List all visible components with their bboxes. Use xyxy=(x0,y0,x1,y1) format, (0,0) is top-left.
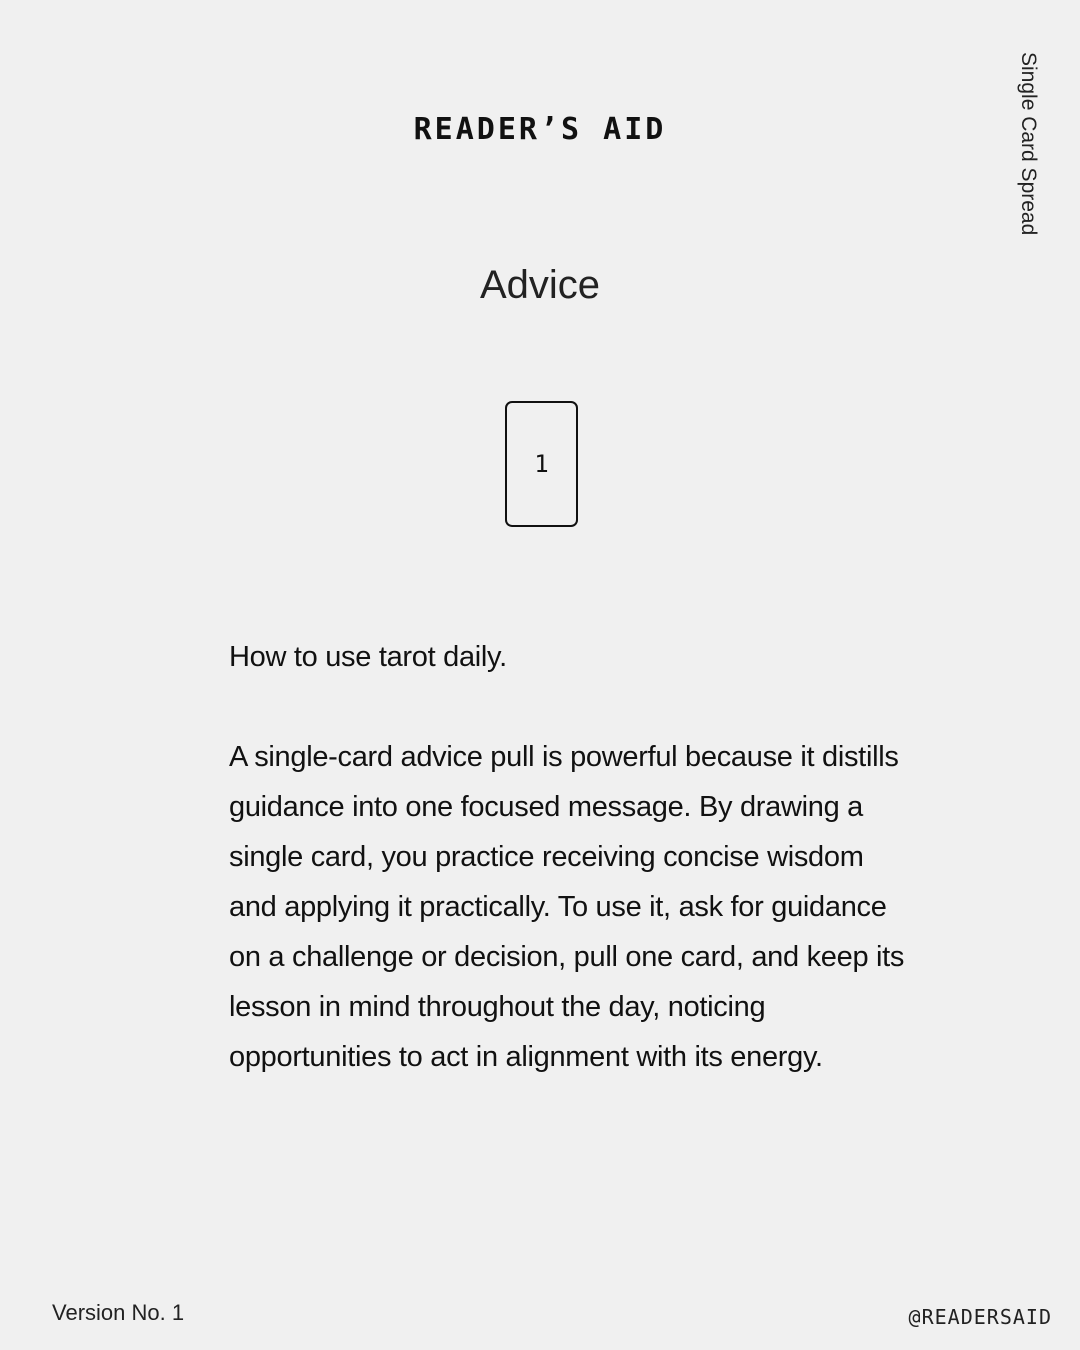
social-handle: @READERSAID xyxy=(908,1305,1052,1329)
brand-title: READER’S AID xyxy=(413,112,667,147)
version-label: Version No. 1 xyxy=(52,1300,185,1325)
spread-title: Advice xyxy=(479,263,601,307)
spread-type-label: Single Card Spread xyxy=(1017,52,1040,236)
card-position-number: 1 xyxy=(534,450,549,478)
description-intro: How to use tarot daily. xyxy=(229,641,507,673)
description xyxy=(229,632,909,1082)
card-position xyxy=(505,401,578,527)
description-paragraph: A single-card advice pull is powerful because it distills guidance into one focused message. By drawing a single card, you practice receiving concise wisdom and applying it practically. To use it, ask for guidance on a challenge or decision, pull one card, and keep its lesson in mind throughout the day, noticing opportunities to act in alignment with its energy. xyxy=(229,741,905,1073)
